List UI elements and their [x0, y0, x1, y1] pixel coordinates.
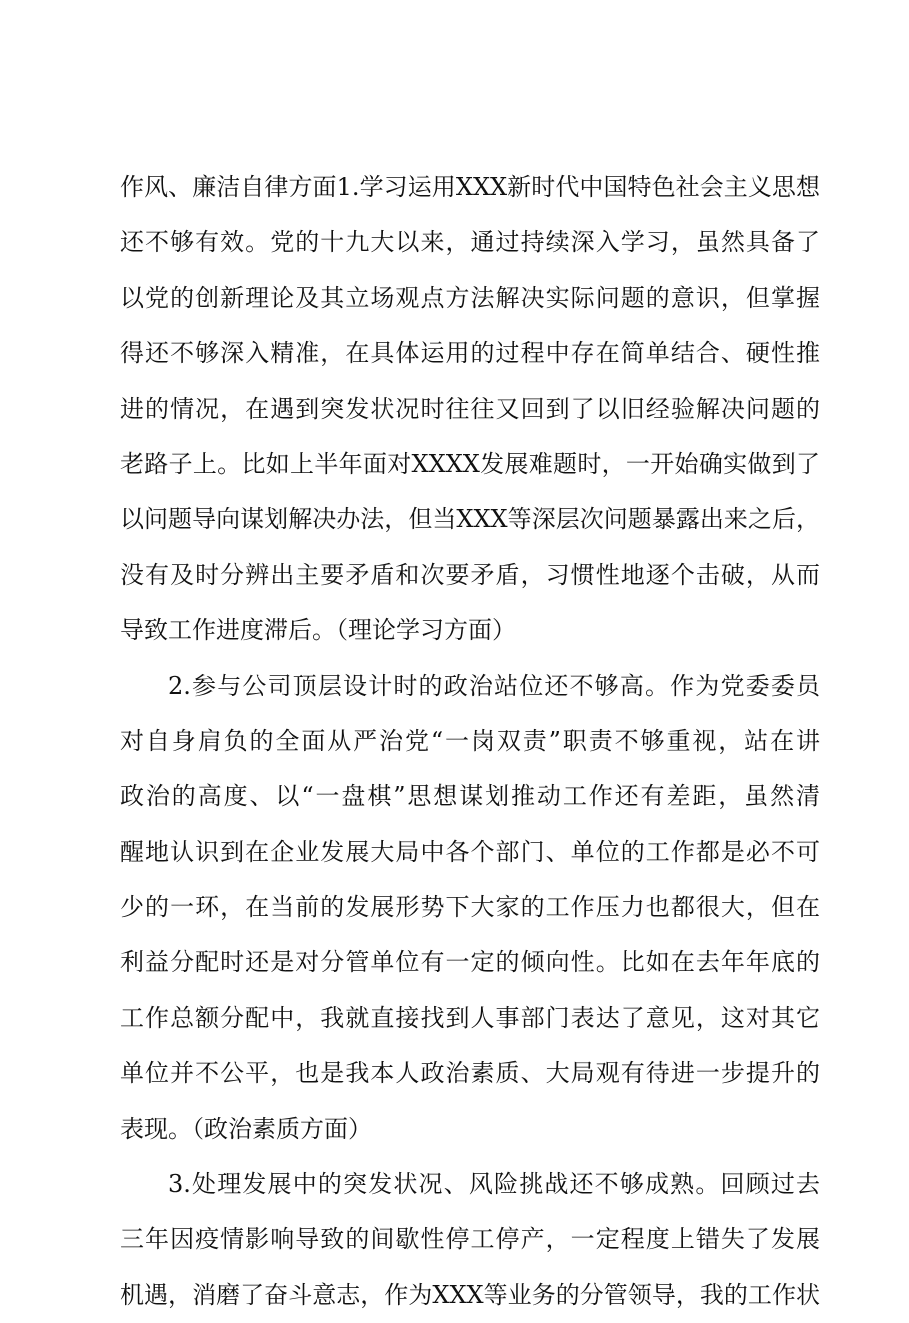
text-line: 政治的高度、以“一盘棋”思想谋划推动工作还有差距，虽然清: [120, 782, 820, 811]
text-line: 进的情况，在遇到突发状况时往往又回到了以旧经验解决问题的: [120, 394, 820, 423]
text-line: 3.处理发展中的突发状况、风险挑战还不够成熟。回顾过去: [168, 1170, 820, 1199]
text-line: 表现。（政治素质方面）: [120, 1114, 372, 1143]
text-line: 少的一环，在当前的发展形势下大家的工作压力也都很大，但在: [120, 893, 820, 922]
text-line: 导致工作进度滞后。（理论学习方面）: [120, 616, 516, 645]
text-line: 利益分配时还是对分管单位有一定的倾向性。比如在去年年底的: [120, 948, 820, 977]
text-line: 作风、廉洁自律方面1.学习运用XXX新时代中国特色社会主义思想: [120, 173, 820, 201]
text-line: 没有及时分辨出主要矛盾和次要矛盾，习惯性地逐个击破，从而: [120, 560, 820, 589]
text-line: 机遇，消磨了奋斗意志，作为XXX等业务的分管领导，我的工作状: [120, 1280, 820, 1309]
text-line: 2.参与公司顶层设计时的政治站位还不够高。作为党委委员: [168, 671, 820, 700]
text-line: 以党的创新理论及其立场观点方法解决实际问题的意识，但掌握: [120, 283, 820, 312]
text-line: 三年因疫情影响导致的间歇性停工停产，一定程度上错失了发展: [120, 1225, 820, 1254]
text-line: 单位并不公平，也是我本人政治素质、大局观有待进一步提升的: [120, 1059, 820, 1088]
document-body: [120, 160, 820, 1323]
text-line: 对自身肩负的全面从严治党“一岗双责”职责不够重视，站在讲: [120, 726, 820, 755]
text-line: 老路子上。比如上半年面对XXXX发展难题时，一开始确实做到了: [120, 449, 820, 478]
text-line: 得还不够深入精准，在具体运用的过程中存在简单结合、硬性推: [120, 339, 820, 368]
text-line: 醒地认识到在企业发展大局中各个部门、单位的工作都是必不可: [120, 837, 820, 866]
text-line: 还不够有效。党的十九大以来，通过持续深入学习，虽然具备了: [120, 228, 820, 257]
text-line: 以问题导向谋划解决办法，但当XXX等深层次问题暴露出来之后，: [120, 505, 820, 534]
text-line: 工作总额分配中，我就直接找到人事部门表达了意见，这对其它: [120, 1003, 820, 1032]
